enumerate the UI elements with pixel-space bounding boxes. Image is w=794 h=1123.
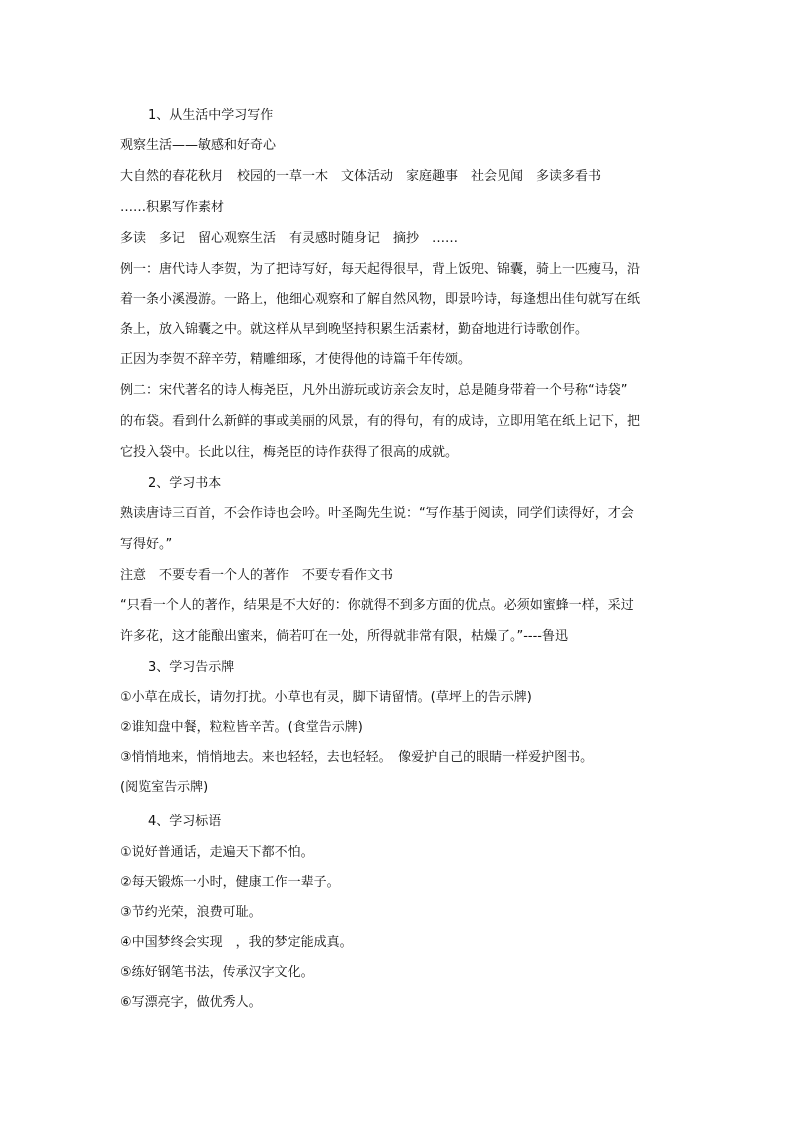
list-item: ⑤练好钢笔书法，传承汉字文化。 [120,965,314,980]
section-3-list [120,690,680,810]
list-item: ④中国梦终会实现 ，我的梦定能成真。 [120,935,353,950]
section-4-list [120,845,680,1025]
example-1-line-3: 条上，放入锦囊之中。就这样从早到晚坚持积累生活素材，勤奋地进行诗歌创作。 [120,322,589,337]
list-item: (阅览室告示牌) [120,780,209,795]
example-2-line-2: 的布袋。看到什么新鲜的事或美丽的风景，有的得句，有的成诗，立即用笔在纸上记下，把 [120,414,641,429]
section-2-note: 注意 不要专看一个人的著作 不要专看作文书 [120,568,394,583]
section-1-heading: 1、从生活中学习写作 [148,108,274,123]
section-4-heading: 4、学习标语 [148,814,222,829]
example-1-line-1: 例一：唐代诗人李贺，为了把诗写好，每天起得很早，背上饭兜、锦囊，骑上一匹瘦马，沿 [120,262,641,277]
section-1-subheading: 观察生活——敏感和好奇心 [120,138,277,153]
list-item: ①小草在成长，请勿打扰。小草也有灵，脚下请留情。(草坪上的告示牌) [120,690,532,705]
section-1-methods: 多读 多记 留心观察生活 有灵感时随身记 摘抄 …… [120,231,459,246]
section-1-topics: 大自然的春花秋月 校园的一草一木 文体活动 家庭趣事 社会见闻 多读多看书 [120,169,602,184]
section-2-line-1: 熟读唐诗三百首，不会作诗也会吟。叶圣陶先生说：“写作基于阅读，同学们读得好，才会 [120,506,634,521]
quote-line-2: 许多花，这才能酿出蜜来，倘若叮在一处，所得就非常有限，枯燥了。”----鲁迅 [120,629,568,644]
section-2-line-2: 写得好。” [120,537,173,552]
list-item: ③节约光荣，浪费可耻。 [120,905,262,920]
example-2-line-1: 例二：宋代著名的诗人梅尧臣，凡外出游玩或访亲会友时，总是随身带着一个号称“诗袋” [120,383,628,398]
list-item: ③悄悄地来，悄悄地去。来也轻轻，去也轻轻。 像爱护自己的眼睛一样爱护图书。 [120,750,594,765]
example-2-line-3: 它投入袋中。长此以往，梅尧臣的诗作获得了很高的成就。 [120,445,459,460]
example-1-line-2: 着一条小溪漫游。一路上，他细心观察和了解自然风物，即景吟诗，每逢想出佳句就写在纸 [120,292,641,307]
section-2-heading: 2、学习书本 [148,476,222,491]
list-item: ⑥写漂亮字，做优秀人。 [120,995,262,1010]
section-3-heading: 3、学习告示牌 [148,660,235,675]
list-item: ②每天锻炼一小时，健康工作一辈子。 [120,875,340,890]
section-1-accumulate: ……积累写作素材 [120,200,225,215]
example-1-conclusion: 正因为李贺不辞辛劳，精雕细琢，才使得他的诗篇千年传颂。 [120,352,472,367]
quote-line-1: “只看一个人的著作，结果是不大好的：你就得不到多方面的优点。必须如蜜蜂一样，采过 [120,598,634,613]
list-item: ①说好普通话，走遍天下都不怕。 [120,845,314,860]
list-item: ②谁知盘中餐，粒粒皆辛苦。(食堂告示牌) [120,720,363,735]
